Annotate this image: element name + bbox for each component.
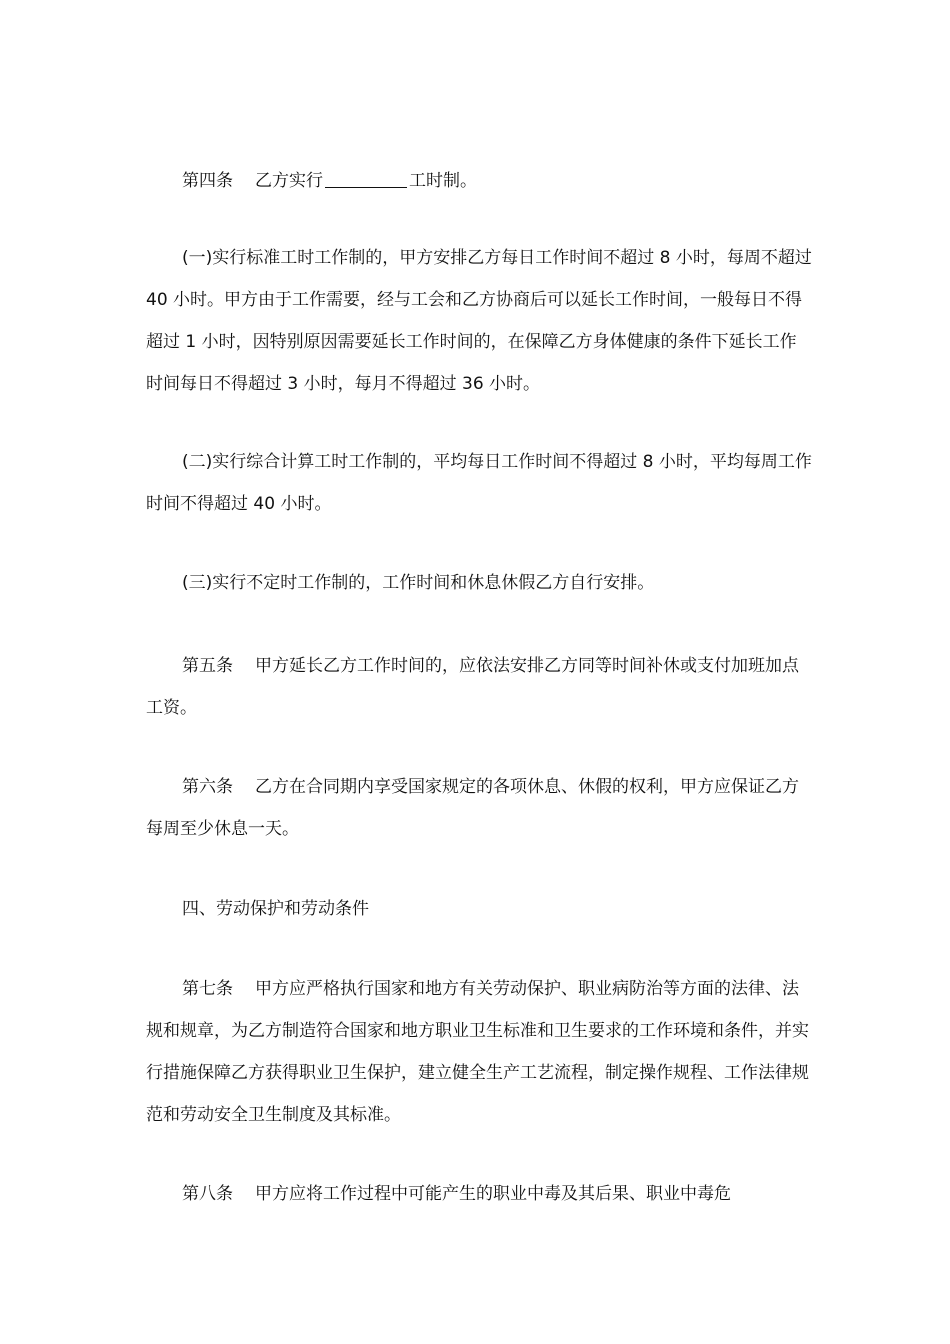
article-8-number: 第八条 — [182, 1184, 233, 1204]
article-6 — [146, 766, 812, 850]
clause-1: (一)实行标准工时工作制的，甲方安排乙方每日工作时间不超过 8 小时，每周不超过 40 小时。甲方由于工作需要，经与工会和乙方协商后可以延长工作时间，一般每日不得超过 1 小时，因特别原因需要延长工作时间的，在保障乙方身体健康的条件下延长工作时间每日不得超过 3 小时，每月不得超过 36 小时。 — [146, 248, 812, 394]
article-5-text: 甲方延长乙方工作时间的，应依法安排乙方同等时间补休或支付加班加点工资。 — [146, 656, 799, 718]
article-4 — [146, 160, 812, 202]
article-8 — [146, 1173, 812, 1215]
article-4-number: 第四条 — [182, 171, 233, 191]
fill-in-blank — [325, 169, 407, 188]
section-4-heading: 四、劳动保护和劳动条件 — [182, 899, 369, 919]
clause-3: (三)实行不定时工作制的，工作时间和休息休假乙方自行安排。 — [182, 573, 655, 593]
article-5 — [146, 645, 812, 729]
article-4-text-before: 乙方实行 — [255, 171, 323, 191]
article-5-number: 第五条 — [182, 656, 233, 676]
clause-2: (二)实行综合计算工时工作制的，平均每日工作时间不得超过 8 小时，平均每周工作时间不得超过 40 小时。 — [146, 452, 812, 514]
article-6-text: 乙方在合同期内享受国家规定的各项休息、休假的权利，甲方应保证乙方每周至少休息一天。 — [146, 777, 799, 839]
article-7-number: 第七条 — [182, 979, 233, 999]
article-6-number: 第六条 — [182, 777, 233, 797]
article-8-text: 甲方应将工作过程中可能产生的职业中毒及其后果、职业中毒危 — [255, 1184, 731, 1204]
article-7-text: 甲方应严格执行国家和地方有关劳动保护、职业病防治等方面的法律、法规和规章，为乙方制造符合国家和地方职业卫生标准和卫生要求的工作环境和条件，并实行措施保障乙方获得职业卫生保护，建立健全生产工艺流程，制定操作规程、工作法律规范和劳动安全卫生制度及其标准。 — [146, 979, 809, 1125]
article-4-text-after: 工时制。 — [409, 171, 477, 191]
article-7 — [146, 968, 812, 1136]
